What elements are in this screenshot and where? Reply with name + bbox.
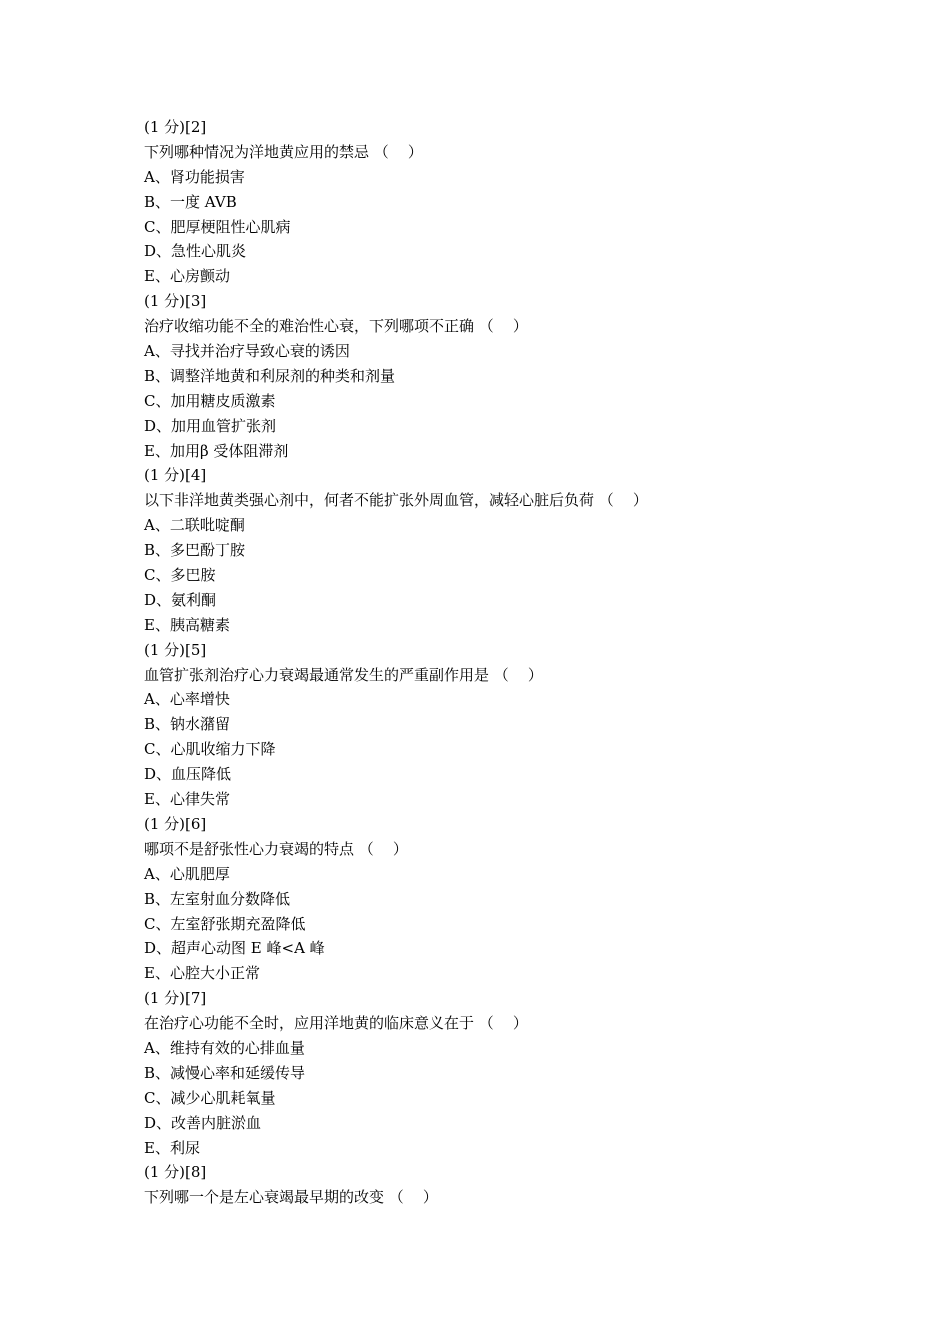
question-score-number: (1 分)[4] bbox=[144, 466, 207, 485]
question-stem: 下列哪一个是左心衰竭最早期的改变 （ ） bbox=[144, 1188, 438, 1207]
option-line: C、减少心肌耗氧量 bbox=[144, 1088, 276, 1107]
option-line: A、肾功能损害 bbox=[144, 167, 245, 186]
question-score-number: (1 分)[2] bbox=[144, 118, 207, 136]
option-line: D、改善内脏淤血 bbox=[144, 1113, 262, 1132]
option-line: D、超声心动图 E 峰<A 峰 bbox=[144, 939, 325, 958]
question-stem: 血管扩张剂治疗心力衰竭最通常发生的严重副作用是 （ ） bbox=[144, 665, 543, 684]
option-line: B、减慢心率和延缓传导 bbox=[144, 1063, 306, 1082]
option-line: A、二联吡啶酮 bbox=[144, 516, 245, 535]
option-line: D、加用血管扩张剂 bbox=[144, 416, 277, 435]
option-line: E、心腔大小正常 bbox=[144, 964, 260, 983]
question-stem: 哪项不是舒张性心力衰竭的特点 （ ） bbox=[144, 839, 408, 858]
option-line: A、心率增快 bbox=[144, 690, 230, 709]
question-score-number: (1 分)[8] bbox=[144, 1163, 207, 1182]
document-body bbox=[144, 115, 844, 1210]
option-line: B、左室射血分数降低 bbox=[144, 889, 291, 908]
option-line: C、肥厚梗阻性心肌病 bbox=[144, 217, 291, 236]
option-line: E、加用β 受体阻滞剂 bbox=[144, 441, 289, 460]
question-stem: 以下非洋地黄类强心剂中，何者不能扩张外周血管，减轻心脏后负荷 （ ） bbox=[144, 491, 648, 510]
option-line: E、利尿 bbox=[144, 1138, 200, 1157]
option-line: D、氨利酮 bbox=[144, 590, 217, 609]
option-line: E、心房颤动 bbox=[144, 267, 230, 286]
question-stem: 下列哪种情况为洋地黄应用的禁忌 （ ） bbox=[144, 142, 423, 161]
option-line: B、调整洋地黄和利尿剂的种类和剂量 bbox=[144, 366, 396, 385]
question-score-number: (1 分)[5] bbox=[144, 640, 207, 659]
option-line: E、胰高糖素 bbox=[144, 615, 230, 634]
option-line: A、心肌肥厚 bbox=[144, 864, 230, 883]
option-line: B、多巴酚丁胺 bbox=[144, 541, 246, 560]
option-line: A、维持有效的心排血量 bbox=[144, 1038, 305, 1057]
question-score-number: (1 分)[6] bbox=[144, 814, 207, 833]
option-line: C、多巴胺 bbox=[144, 566, 216, 585]
option-line: B、钠水潴留 bbox=[144, 715, 231, 734]
option-line: C、左室舒张期充盈降低 bbox=[144, 914, 306, 933]
option-line: B、一度 AVB bbox=[144, 192, 237, 211]
question-score-number: (1 分)[3] bbox=[144, 292, 207, 311]
option-line: C、心肌收缩力下降 bbox=[144, 740, 276, 759]
option-line: A、寻找并治疗导致心衰的诱因 bbox=[144, 342, 350, 361]
question-stem: 治疗收缩功能不全的难治性心衰，下列哪项不正确 （ ） bbox=[144, 317, 528, 336]
option-line: D、血压降低 bbox=[144, 765, 232, 784]
question-stem: 在治疗心功能不全时，应用洋地黄的临床意义在于 （ ） bbox=[144, 1014, 528, 1033]
option-line: E、心律失常 bbox=[144, 790, 230, 809]
question-score-number: (1 分)[7] bbox=[144, 989, 207, 1008]
option-line: C、加用糖皮质激素 bbox=[144, 391, 276, 410]
option-line: D、急性心肌炎 bbox=[144, 242, 247, 261]
